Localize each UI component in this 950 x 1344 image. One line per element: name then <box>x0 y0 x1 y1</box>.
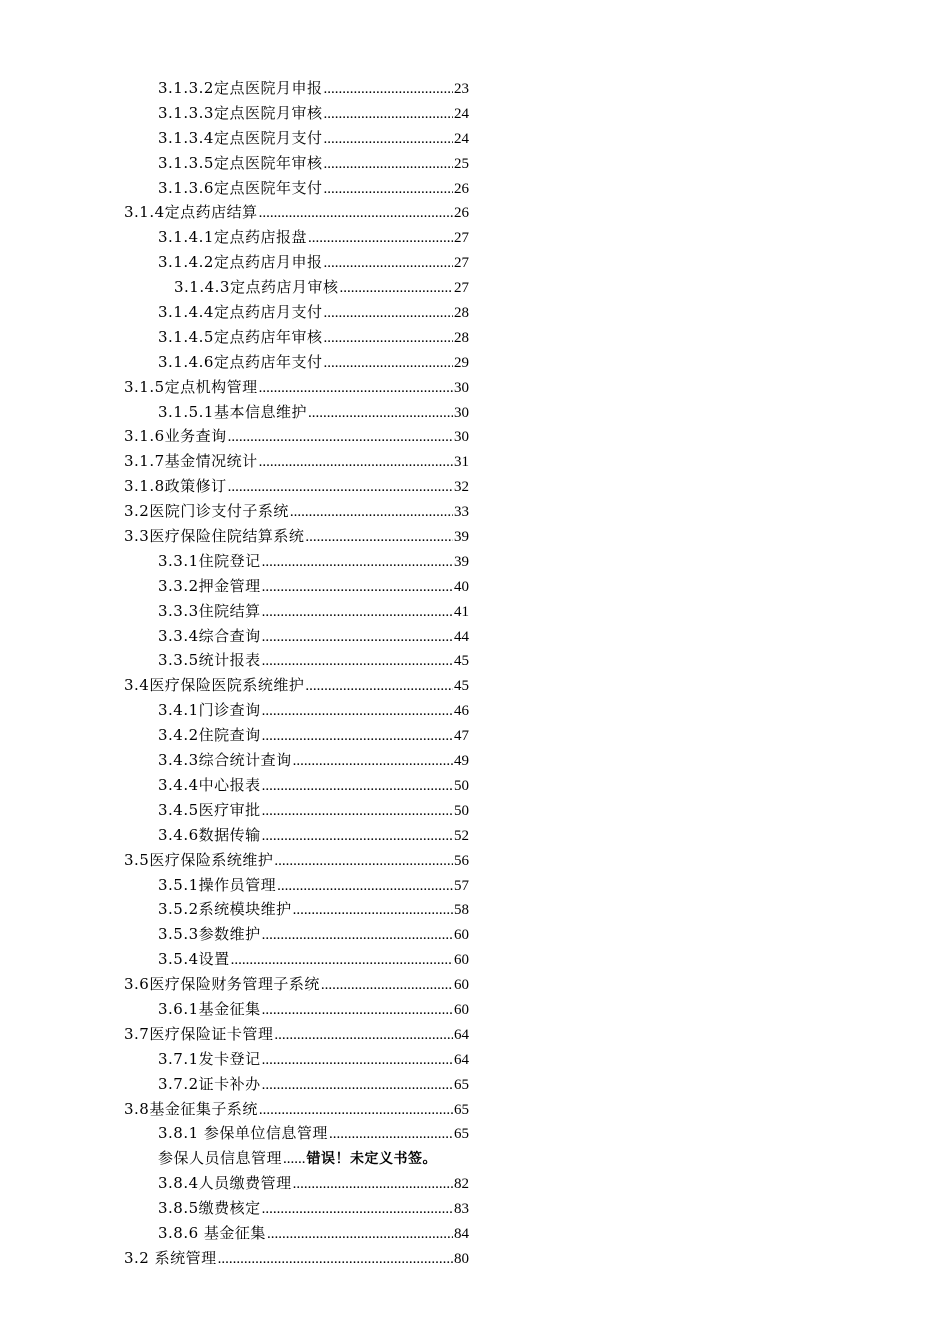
toc-entry[interactable] <box>124 648 469 673</box>
toc-entry-page-number: 26 <box>454 180 469 197</box>
toc-entry[interactable] <box>124 1246 469 1271</box>
toc-entry-page-number: 29 <box>454 354 469 371</box>
toc-entry-page-number: 23 <box>454 81 469 97</box>
toc-leader-dots <box>228 475 453 500</box>
toc-leader-dots <box>308 401 453 426</box>
toc-entry-label: 3.5医疗保险系统维护 <box>124 850 274 869</box>
toc-entry[interactable] <box>124 350 469 375</box>
toc-leader-dots <box>274 1023 453 1048</box>
toc-entry[interactable] <box>124 873 469 898</box>
toc-leader-dots <box>259 1098 453 1123</box>
toc-leader-dots <box>262 799 453 824</box>
toc-entry[interactable] <box>124 524 469 549</box>
toc-error-message: 错误！未定义书签。 <box>306 1151 438 1168</box>
toc-entry-label: 3.4.5医疗审批 <box>158 800 261 819</box>
toc-entry-label: 3.8.1 参保单位信息管理 <box>158 1124 328 1143</box>
toc-entry-label: 3.3.4综合查询 <box>158 626 261 645</box>
toc-entry-page-number: 58 <box>454 902 469 919</box>
toc-entry-label: 参保人员信息管理 <box>158 1149 283 1168</box>
toc-entry-label: 3.1.5定点机构管理 <box>124 377 258 396</box>
toc-leader-dots <box>259 201 453 226</box>
toc-leader-dots <box>262 824 453 849</box>
toc-entry-page-number: 65 <box>454 1076 469 1093</box>
toc-entry-page-number: 64 <box>454 1051 469 1068</box>
toc-entry[interactable] <box>124 848 469 873</box>
toc-entry-page-number: 49 <box>454 753 469 770</box>
toc-entry-label: 3.4医疗保险医院系统维护 <box>124 676 305 695</box>
toc-entry-label: 3.3.5统计报表 <box>158 651 261 670</box>
toc-leader-dots <box>262 699 453 724</box>
toc-entry-page-number: 64 <box>454 1026 469 1043</box>
toc-entry-page-number: 44 <box>454 628 469 645</box>
toc-leader-dots <box>323 351 453 376</box>
toc-leader-dots <box>323 251 453 276</box>
toc-entry[interactable] <box>124 922 469 947</box>
toc-entry-label: 3.1.3.3定点医院月审核 <box>158 103 323 122</box>
toc-entry-label: 3.5.4设置 <box>158 950 230 969</box>
toc-leader-dots <box>305 525 453 550</box>
toc-entry[interactable] <box>124 126 469 151</box>
toc-entry-label: 3.4.6数据传输 <box>158 825 261 844</box>
toc-entry[interactable] <box>124 947 469 972</box>
toc-entry[interactable] <box>124 375 469 400</box>
toc-entry-label: 3.4.2住院查询 <box>158 726 261 745</box>
toc-entry[interactable] <box>124 1146 469 1171</box>
toc-entry-label: 3.6医疗保险财务管理子系统 <box>124 975 320 994</box>
toc-entry[interactable] <box>124 449 469 474</box>
toc-entry-page-number: 45 <box>454 678 469 695</box>
table-of-contents <box>124 76 469 1271</box>
toc-entry-page-number: 47 <box>454 728 469 745</box>
toc-entry[interactable] <box>124 549 469 574</box>
toc-leader-dots <box>262 1048 453 1073</box>
toc-entry[interactable] <box>124 76 469 101</box>
toc-leader-dots <box>305 674 453 699</box>
toc-leader-dots <box>277 874 453 899</box>
toc-entry-label: 3.1.8政策修订 <box>124 477 227 496</box>
toc-entry-label: 3.7.1发卡登记 <box>158 1049 261 1068</box>
toc-entry-label: 3.3.2押金管理 <box>158 576 261 595</box>
toc-entry-label: 3.5.3参数维护 <box>158 925 261 944</box>
toc-leader-dots <box>259 450 453 475</box>
toc-entry-page-number: 60 <box>454 977 469 994</box>
toc-entry-label: 3.1.3.6定点医院年支付 <box>158 178 323 197</box>
toc-entry[interactable] <box>124 798 469 823</box>
toc-leader-dots <box>308 226 453 251</box>
toc-entry-label: 3.5.1操作员管理 <box>158 875 277 894</box>
toc-entry-label: 3.4.3综合统计查询 <box>158 751 292 770</box>
toc-entry-page-number: 24 <box>454 105 469 122</box>
toc-entry[interactable] <box>124 424 469 449</box>
toc-entry-page-number: 46 <box>454 703 469 720</box>
toc-entry-label: 3.1.4.6定点药店年支付 <box>158 352 323 371</box>
toc-leader-dots <box>323 152 453 177</box>
toc-entry[interactable] <box>124 823 469 848</box>
toc-leader-dots <box>218 1247 453 1272</box>
toc-entry-page-number: 82 <box>454 1176 469 1193</box>
toc-leader-dots <box>262 1073 453 1098</box>
toc-entry-label: 3.4.4中心报表 <box>158 775 261 794</box>
toc-entry-label: 3.1.3.2定点医院月申报 <box>158 79 323 97</box>
toc-entry-label: 3.3.3住院结算 <box>158 601 261 620</box>
toc-entry[interactable] <box>124 574 469 599</box>
toc-entry[interactable] <box>124 101 469 126</box>
toc-leader-dots <box>290 500 453 525</box>
toc-entry-page-number: 25 <box>454 155 469 172</box>
toc-entry-page-number: 80 <box>454 1250 469 1267</box>
toc-leader-dots <box>262 550 453 575</box>
toc-entry-page-number: 30 <box>454 429 469 446</box>
toc-entry[interactable] <box>124 748 469 773</box>
toc-entry[interactable] <box>124 200 469 225</box>
toc-entry-label: 3.1.4.2定点药店月申报 <box>158 253 323 272</box>
toc-leader-dots <box>329 1122 453 1147</box>
toc-leader-dots <box>293 749 453 774</box>
toc-entry[interactable] <box>124 275 469 300</box>
toc-entry[interactable] <box>124 1022 469 1047</box>
toc-entry-page-number: 50 <box>454 777 469 794</box>
toc-entry[interactable] <box>124 300 469 325</box>
toc-entry[interactable] <box>124 176 469 201</box>
toc-entry-label: 3.1.4.5定点药店年审核 <box>158 327 323 346</box>
toc-entry-label: 3.8.6 基金征集 <box>158 1223 266 1242</box>
toc-entry-label: 3.7.2证卡补办 <box>158 1074 261 1093</box>
toc-leader-dots <box>267 1222 453 1247</box>
toc-leader-dots <box>323 301 453 326</box>
toc-entry-label: 3.1.3.5定点医院年审核 <box>158 153 323 172</box>
toc-entry-label: 3.4.1门诊查询 <box>158 701 261 720</box>
toc-entry-label: 3.1.3.4定点医院月支付 <box>158 128 323 147</box>
toc-entry-page-number: 60 <box>454 952 469 969</box>
toc-entry-page-number: 57 <box>454 877 469 894</box>
toc-entry[interactable] <box>124 1171 469 1196</box>
toc-entry[interactable] <box>124 325 469 350</box>
toc-entry-label: 3.7医疗保险证卡管理 <box>124 1024 274 1043</box>
toc-entry-page-number: 32 <box>454 479 469 496</box>
toc-entry-page-number: 40 <box>454 578 469 595</box>
toc-entry-label: 3.6.1基金征集 <box>158 999 261 1018</box>
toc-entry-page-number: 28 <box>454 329 469 346</box>
toc-leader-dots <box>293 898 453 923</box>
toc-entry-label: 3.1.4.1定点药店报盘 <box>158 228 307 247</box>
toc-entry[interactable] <box>124 1072 469 1097</box>
toc-entry[interactable] <box>124 698 469 723</box>
toc-entry[interactable] <box>124 673 469 698</box>
toc-entry-page-number: 26 <box>454 205 469 222</box>
toc-leader-dots <box>262 649 453 674</box>
toc-entry-label: 3.2 系统管理 <box>124 1248 217 1267</box>
toc-entry-page-number: 60 <box>454 1001 469 1018</box>
toc-entry-page-number: 39 <box>454 529 469 546</box>
toc-entry-label: 3.2医院门诊支付子系统 <box>124 502 289 521</box>
toc-leader-dots <box>228 425 453 450</box>
toc-entry[interactable] <box>124 474 469 499</box>
toc-entry-label: 3.1.4.4定点药店月支付 <box>158 303 323 322</box>
toc-entry-page-number: 52 <box>454 827 469 844</box>
toc-entry[interactable] <box>124 972 469 997</box>
toc-entry-page-number: 39 <box>454 553 469 570</box>
toc-entry-page-number: 27 <box>454 230 469 247</box>
toc-entry-page-number: 83 <box>454 1201 469 1218</box>
toc-entry-page-number: 24 <box>454 130 469 147</box>
toc-leader-dots <box>323 102 453 127</box>
toc-leader-dots: ...... <box>283 1151 306 1168</box>
toc-entry-label: 3.8.5缴费核定 <box>158 1199 261 1218</box>
toc-leader-dots <box>339 276 453 301</box>
toc-entry-page-number: 28 <box>454 305 469 322</box>
toc-leader-dots <box>323 326 453 351</box>
toc-entry-page-number: 33 <box>454 504 469 521</box>
toc-entry-page-number: 65 <box>454 1101 469 1118</box>
toc-entry[interactable] <box>124 1196 469 1221</box>
toc-leader-dots <box>262 774 453 799</box>
toc-entry-page-number: 41 <box>454 603 469 620</box>
toc-entry[interactable] <box>124 1121 469 1146</box>
toc-leader-dots <box>231 948 453 973</box>
toc-entry[interactable] <box>124 1047 469 1072</box>
toc-entry-page-number: 84 <box>454 1225 469 1242</box>
toc-entry[interactable] <box>124 897 469 922</box>
toc-leader-dots <box>262 600 453 625</box>
toc-entry-label: 3.1.4定点药店结算 <box>124 203 258 222</box>
toc-entry[interactable] <box>124 250 469 275</box>
toc-entry-label: 3.3.1住院登记 <box>158 551 261 570</box>
toc-entry-page-number: 30 <box>454 404 469 421</box>
toc-entry-label: 3.3医疗保险住院结算系统 <box>124 527 305 546</box>
toc-entry-label: 3.1.4.3定点药店月审核 <box>174 278 339 297</box>
toc-entry-page-number: 31 <box>454 454 469 471</box>
toc-leader-dots <box>321 973 453 998</box>
toc-leader-dots <box>259 376 453 401</box>
toc-leader-dots <box>274 849 453 874</box>
toc-leader-dots <box>293 1172 453 1197</box>
toc-entry-page-number: 45 <box>454 653 469 670</box>
toc-entry[interactable] <box>124 1097 469 1122</box>
toc-entry-page-number: 50 <box>454 802 469 819</box>
toc-entry[interactable] <box>124 599 469 624</box>
toc-leader-dots <box>323 77 453 102</box>
toc-entry[interactable] <box>124 400 469 425</box>
toc-entry-page-number: 56 <box>454 852 469 869</box>
toc-leader-dots <box>323 127 453 152</box>
toc-entry[interactable] <box>124 624 469 649</box>
toc-entry[interactable] <box>124 499 469 524</box>
toc-leader-dots <box>262 724 453 749</box>
toc-entry-page-number: 27 <box>454 255 469 272</box>
toc-entry[interactable] <box>124 997 469 1022</box>
toc-entry[interactable] <box>124 1221 469 1246</box>
toc-entry[interactable] <box>124 773 469 798</box>
toc-leader-dots <box>262 575 453 600</box>
toc-entry-label: 3.5.2系统模块维护 <box>158 900 292 919</box>
toc-leader-dots <box>323 177 453 202</box>
toc-leader-dots <box>262 998 453 1023</box>
toc-entry[interactable] <box>124 151 469 176</box>
toc-leader-dots <box>262 923 453 948</box>
toc-leader-dots <box>262 1197 453 1222</box>
toc-entry-page-number: 30 <box>454 379 469 396</box>
toc-entry-page-number: 65 <box>454 1126 469 1143</box>
toc-entry-page-number: 60 <box>454 927 469 944</box>
toc-entry[interactable] <box>124 723 469 748</box>
toc-entry-label: 3.8.4人员缴费管理 <box>158 1174 292 1193</box>
toc-leader-dots <box>262 625 453 650</box>
toc-entry-page-number: 27 <box>454 280 469 297</box>
toc-entry[interactable] <box>124 225 469 250</box>
toc-entry-label: 3.8基金征集子系统 <box>124 1099 258 1118</box>
toc-entry-label: 3.1.7基金情况统计 <box>124 452 258 471</box>
toc-entry-label: 3.1.6业务查询 <box>124 427 227 446</box>
toc-entry-label: 3.1.5.1基本信息维护 <box>158 402 307 421</box>
